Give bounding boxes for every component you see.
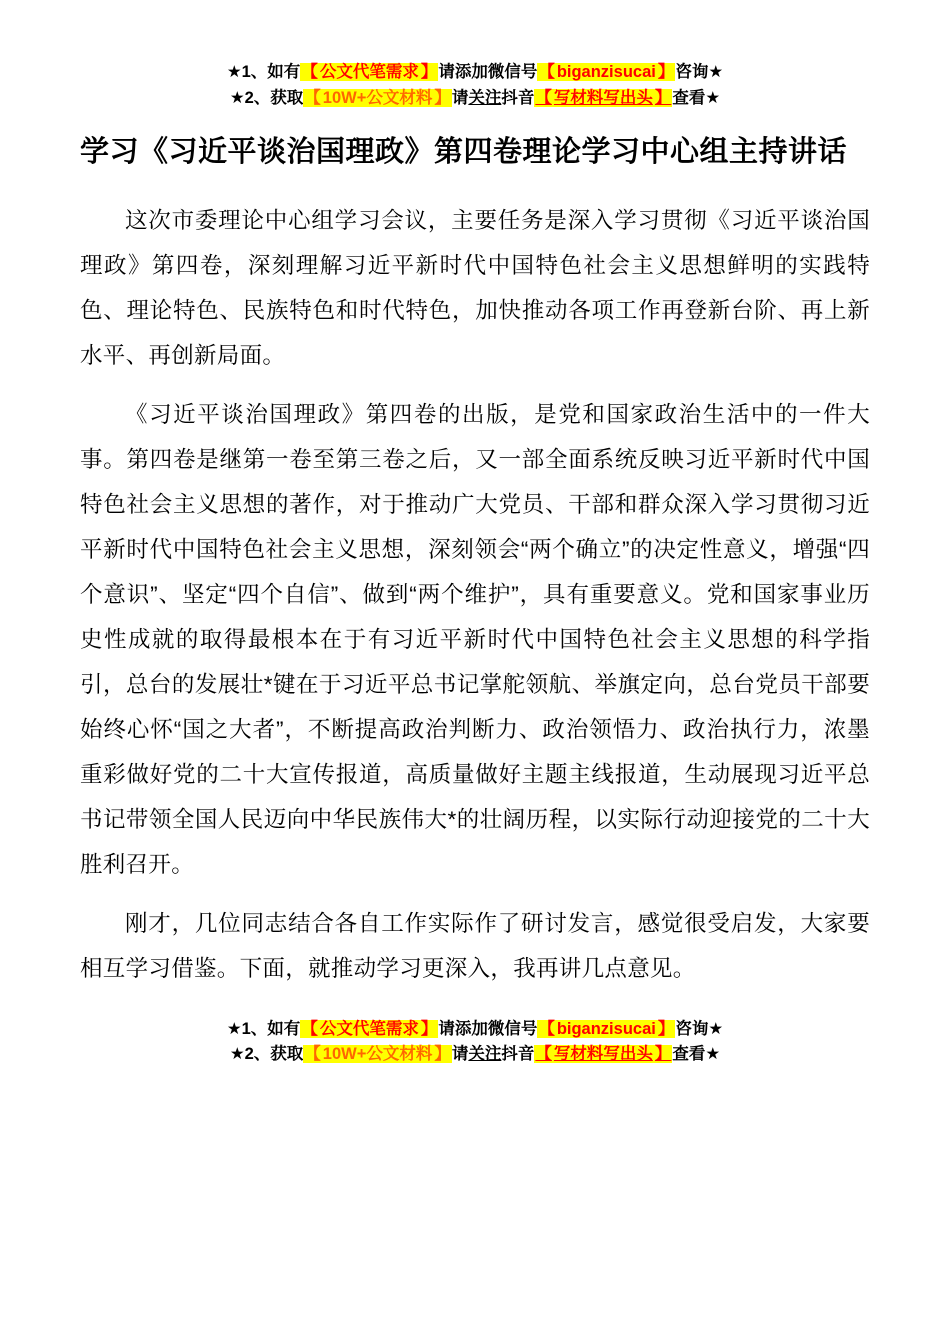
- promo-top-line2-bracket1-open: 【: [304, 88, 321, 107]
- promo-bottom-line1-prefix: ★1、如有: [226, 1019, 301, 1038]
- promo-bottom-line1-bracket2-open: 【: [538, 1019, 555, 1038]
- promo-top-line1-bracket1-close: 】: [420, 63, 438, 81]
- body-paragraph-3: 刚才，几位同志结合各自工作实际作了研讨发言，感觉很受启发，大家要相互学习借鉴。下面，就推动学习更深入，我再讲几点意见。: [80, 910, 870, 981]
- promo-bottom-line2-prefix: ★2、获取: [229, 1045, 304, 1064]
- body-paragraph-2: 《习近平谈治国理政》第四卷的出版，是党和国家政治生活中的一件大事。第四卷是继第一卷至第三卷之后，又一部全面系统反映习近平新时代中国特色社会主义思想的著作，对于推动广大党员、干部和群众深入学习贯彻习近平新时代中国特色社会主义思想，深刻领会“两个确立”的决定性意义，增强“四个意识”、坚定“四个自信”、做到“两个维护”，具有重要意义。党和国家事业历史性成就的取得最根本在于有习近平新时代中国特色社会主义思想的科学指引，总台的发展壮*键在于习近平总书记掌舵领航、举旗定向，总台党员干部要始终心怀“国之大者”，不断提高政治判断力、政治领悟力、政治执行力，浓墨重彩做好党的二十大宣传报道，高质量做好主题主线报道，生动展现习近平总书记带领全国人民迈向中华民族伟大*的壮阔历程，以实际行动迎接党的二十大胜利召开。: [80, 401, 870, 877]
- promo-top-line2-highlight-2: 写材料写出头: [553, 88, 653, 107]
- promo-top-line1-bracket1-open: 【: [301, 63, 318, 81]
- promo-banner-top: [80, 60, 870, 111]
- promo-top-line2-mid-a: 请: [451, 88, 469, 107]
- promo-top-line1-bracket2-close: 】: [657, 63, 675, 81]
- promo-bottom-line2-suffix: 查看★: [672, 1045, 721, 1064]
- promo-top-line1-mid: 请添加微信号: [438, 63, 538, 81]
- promo-top-line2-suffix: 查看★: [672, 88, 721, 107]
- promo-top-line2-prefix: ★2、获取: [229, 88, 304, 107]
- promo-bottom-line2-highlight-2: 写材料写出头: [553, 1045, 653, 1064]
- promo-top-line2-mid-c: 抖音: [501, 88, 535, 107]
- promo-bottom-line2-highlight-1: 10W+公文材料: [322, 1045, 433, 1064]
- promo-bottom-line1-bracket2-close: 】: [657, 1019, 675, 1038]
- promo-bottom-line1-highlight-2: biganzisucai: [556, 1019, 656, 1038]
- promo-top-line1-suffix: 咨询★: [675, 63, 724, 81]
- promo-banner-bottom: [80, 1017, 870, 1068]
- promo-top-line2-bracket2-open: 【: [535, 88, 552, 107]
- promo-top-line2-mid-b: 关注: [468, 88, 502, 107]
- promo-bottom-line2-mid-c: 抖音: [501, 1045, 535, 1064]
- promo-bottom-line1-bracket1-close: 】: [420, 1019, 438, 1038]
- promo-bottom-line2-bracket2-close: 】: [654, 1045, 672, 1064]
- page-title: 学习《习近平谈治国理政》第四卷理论学习中心组主持讲话: [80, 136, 848, 169]
- promo-top-line1-highlight-2: biganzisucai: [556, 63, 656, 81]
- promo-bottom-line2-bracket1-close: 】: [434, 1045, 451, 1064]
- promo-bottom-line2-mid-a: 请: [451, 1045, 469, 1064]
- promo-bottom-line2-bracket1-open: 【: [304, 1045, 321, 1064]
- promo-bottom-line2-bracket2-open: 【: [535, 1045, 552, 1064]
- promo-bottom-line1-suffix: 咨询★: [675, 1019, 724, 1038]
- promo-bottom-line1-highlight-1: 公文代笔需求: [319, 1019, 419, 1038]
- promo-bottom-line-2: [80, 1042, 870, 1068]
- promo-top-line2-bracket1-close: 】: [434, 88, 451, 107]
- promo-bottom-line1-mid: 请添加微信号: [438, 1019, 538, 1038]
- promo-bottom-line-1: [80, 1017, 870, 1043]
- promo-bottom-line1-bracket1-open: 【: [301, 1019, 318, 1038]
- promo-top-line1-bracket2-open: 【: [538, 63, 555, 81]
- promo-top-line2-bracket2-close: 】: [654, 88, 672, 107]
- promo-top-line2-highlight-1: 10W+公文材料: [322, 88, 433, 107]
- promo-bottom-line2-mid-b: 关注: [468, 1045, 502, 1064]
- promo-top-line-1: [80, 60, 870, 86]
- promo-top-line1-highlight-1: 公文代笔需求: [319, 63, 419, 81]
- promo-top-line1-prefix: ★1、如有: [226, 63, 301, 81]
- body-paragraph-1: 这次市委理论中心组学习会议，主要任务是深入学习贯彻《习近平谈治国理政》第四卷，深刻理解习近平新时代中国特色社会主义思想鲜明的实践特色、理论特色、民族特色和时代特色，加快推动各项工作再登新台阶、再上新水平、再创新局面。: [80, 207, 870, 368]
- promo-top-line-2: [80, 86, 870, 112]
